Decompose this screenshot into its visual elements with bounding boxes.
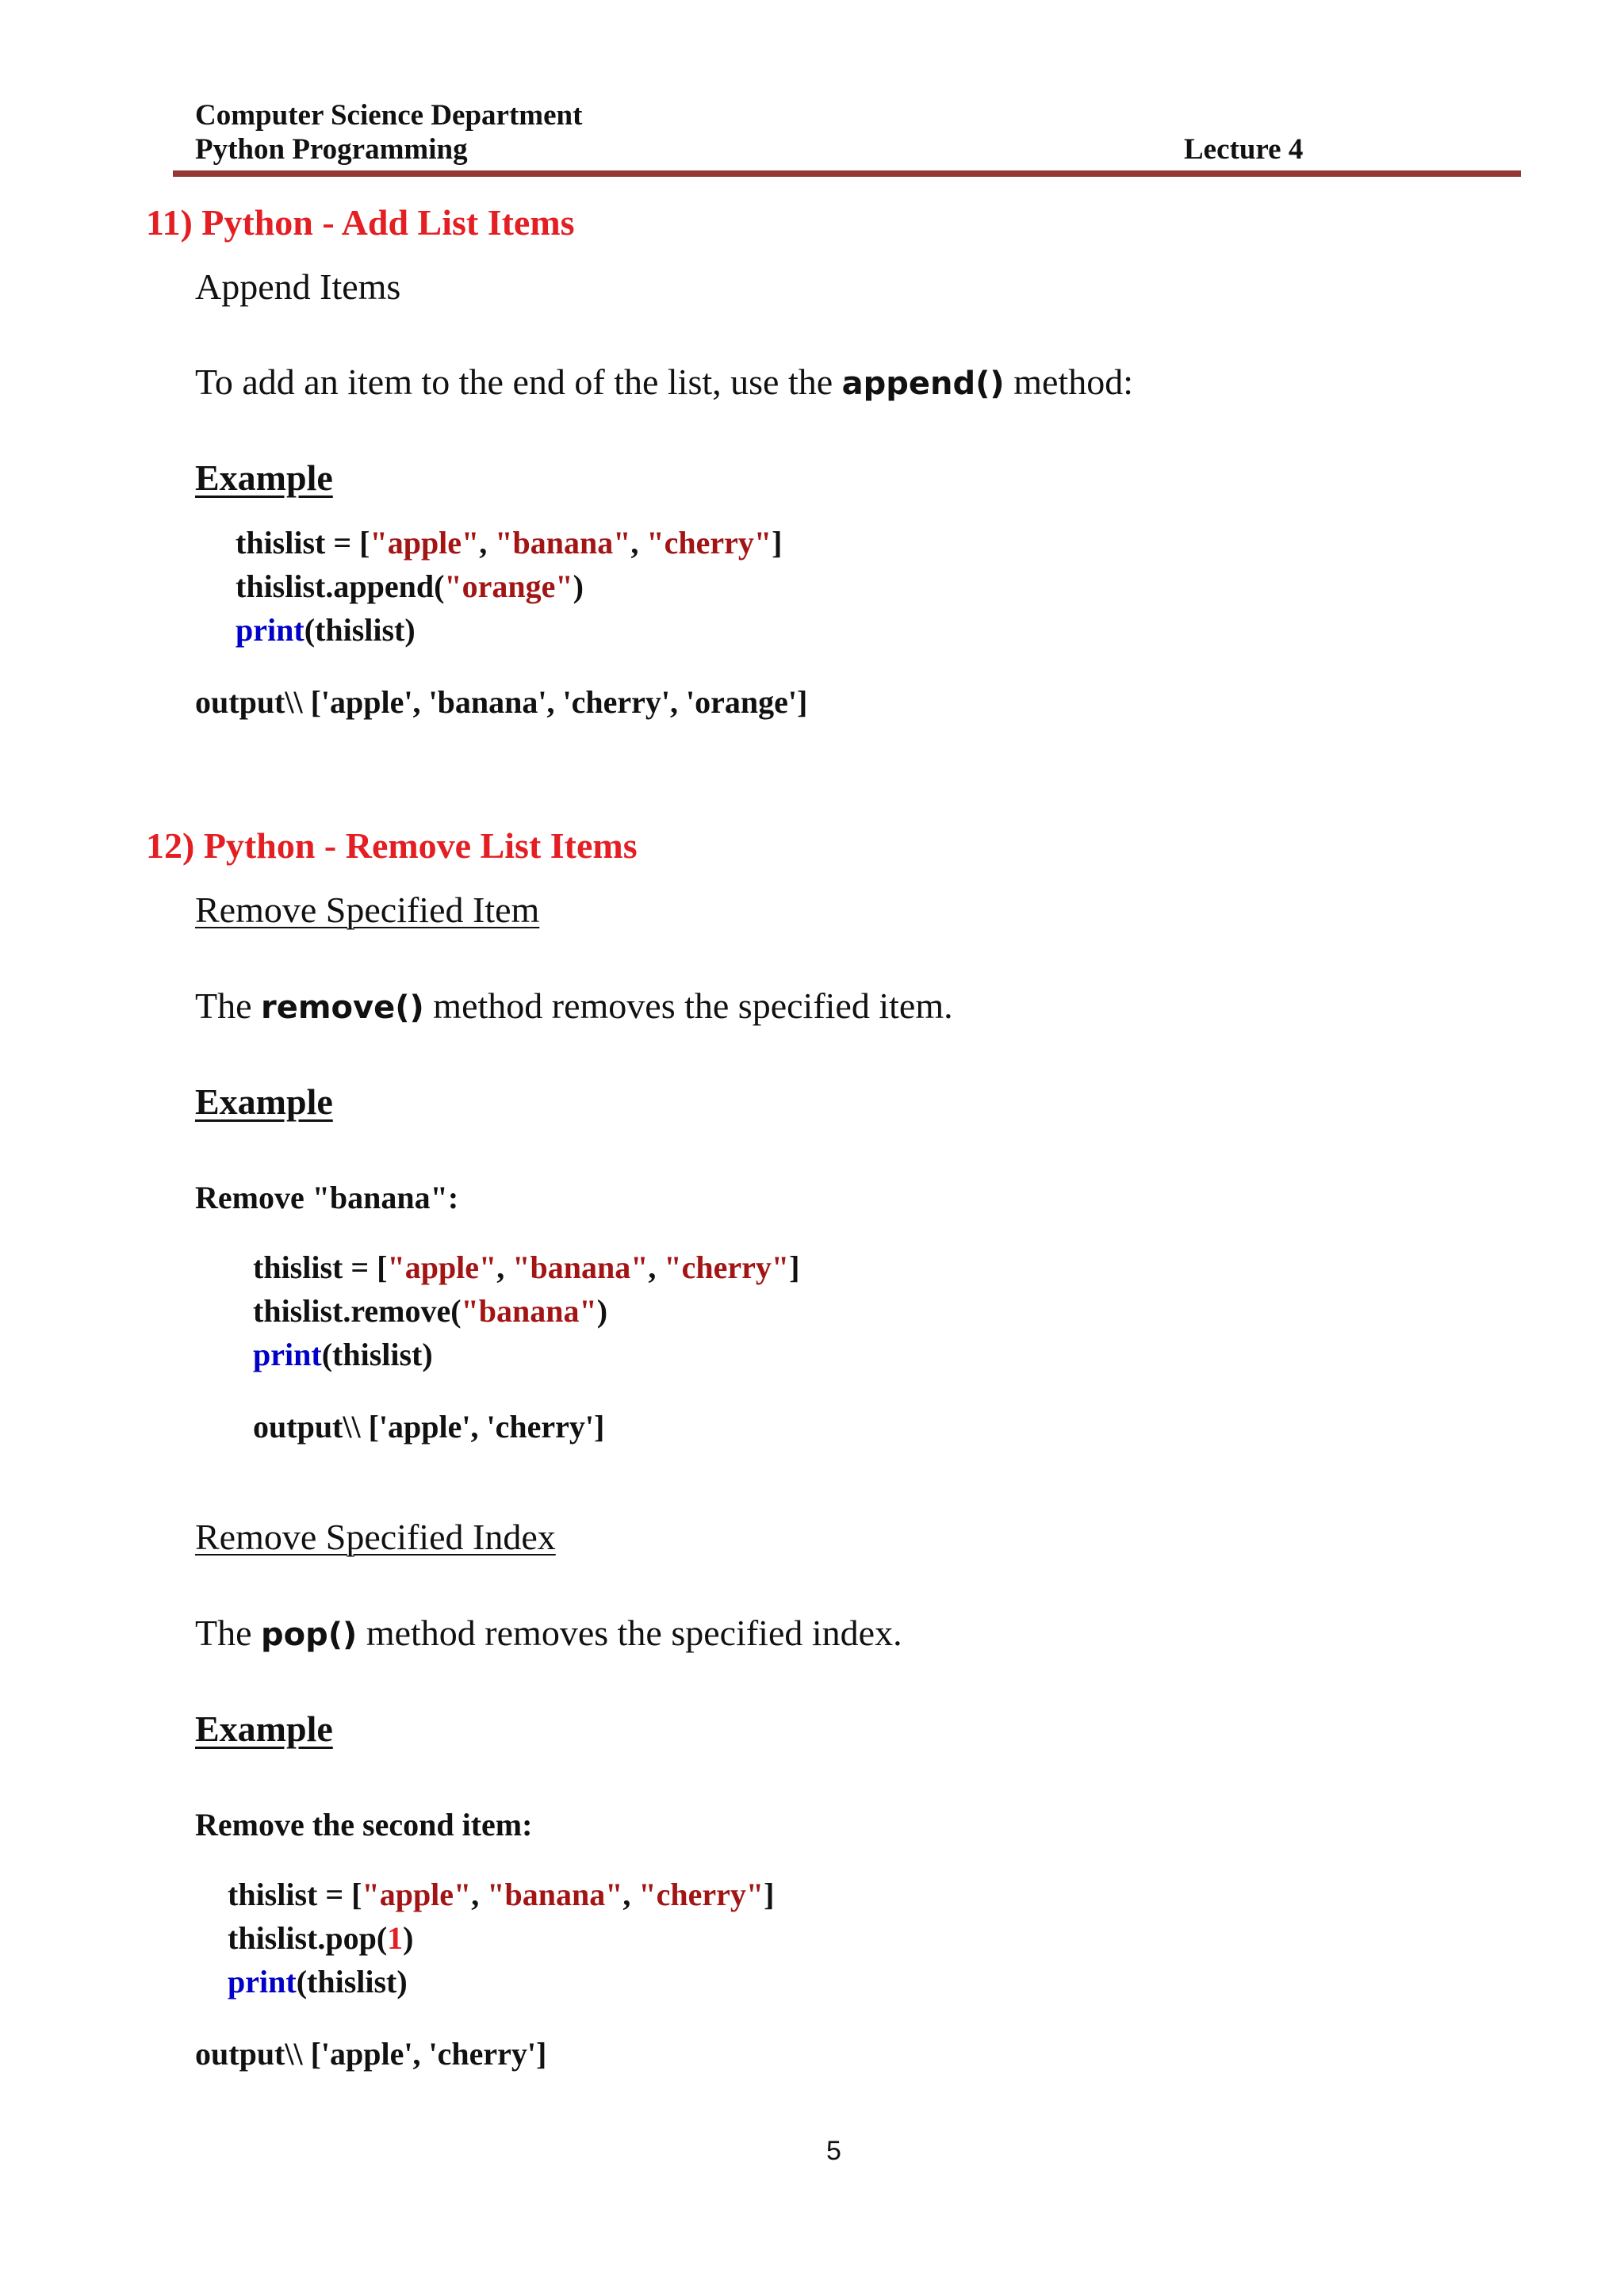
example-label: Example [195,457,333,498]
pop-description: The pop() method removes the specified index. [195,1613,902,1653]
code-output: output\\ ['apple', 'cherry'] [253,1409,605,1445]
code-line: print(thislist) [253,1337,433,1372]
page-number: 5 [826,2136,841,2166]
example-task: Remove "banana": [195,1180,459,1215]
code-line: print(thislist) [236,612,416,648]
remove-description: The remove() method removes the specified item. [195,985,953,1026]
code-line: thislist.append("orange") [236,568,584,604]
section-11-description: To add an item to the end of the list, use the append() method: [195,362,1133,402]
header-lecture: Lecture 4 [1184,133,1304,166]
section-11-subtitle: Append Items [195,266,401,307]
method-name: remove() [261,989,424,1026]
section-12-title: 12) Python - Remove List Items [146,825,638,866]
code-line: thislist = ["apple", "banana", "cherry"] [228,1877,775,1912]
section-12-subtitle-remove-index: Remove Specified Index [195,1517,556,1557]
code-line: thislist = ["apple", "banana", "cherry"] [236,525,783,561]
example-label: Example [195,1709,333,1749]
code-line: thislist = ["apple", "banana", "cherry"] [253,1249,800,1285]
example-task: Remove the second item: [195,1807,533,1843]
section-12-subtitle-remove-item: Remove Specified Item [195,890,540,930]
header-rule [173,170,1521,177]
header-department: Computer Science Department [195,99,583,132]
section-11-title: 11) Python - Add List Items [146,202,575,243]
header-course: Python Programming [195,133,468,166]
example-label: Example [195,1081,333,1122]
code-line: thislist.remove("banana") [253,1293,608,1329]
method-name: pop() [261,1617,358,1653]
code-line: thislist.pop(1) [228,1920,414,1956]
method-name: append() [841,365,1005,402]
code-line: print(thislist) [228,1964,408,1999]
code-output: output\\ ['apple', 'banana', 'cherry', 'orange'] [195,684,808,720]
code-output: output\\ ['apple', 'cherry'] [195,2036,547,2072]
